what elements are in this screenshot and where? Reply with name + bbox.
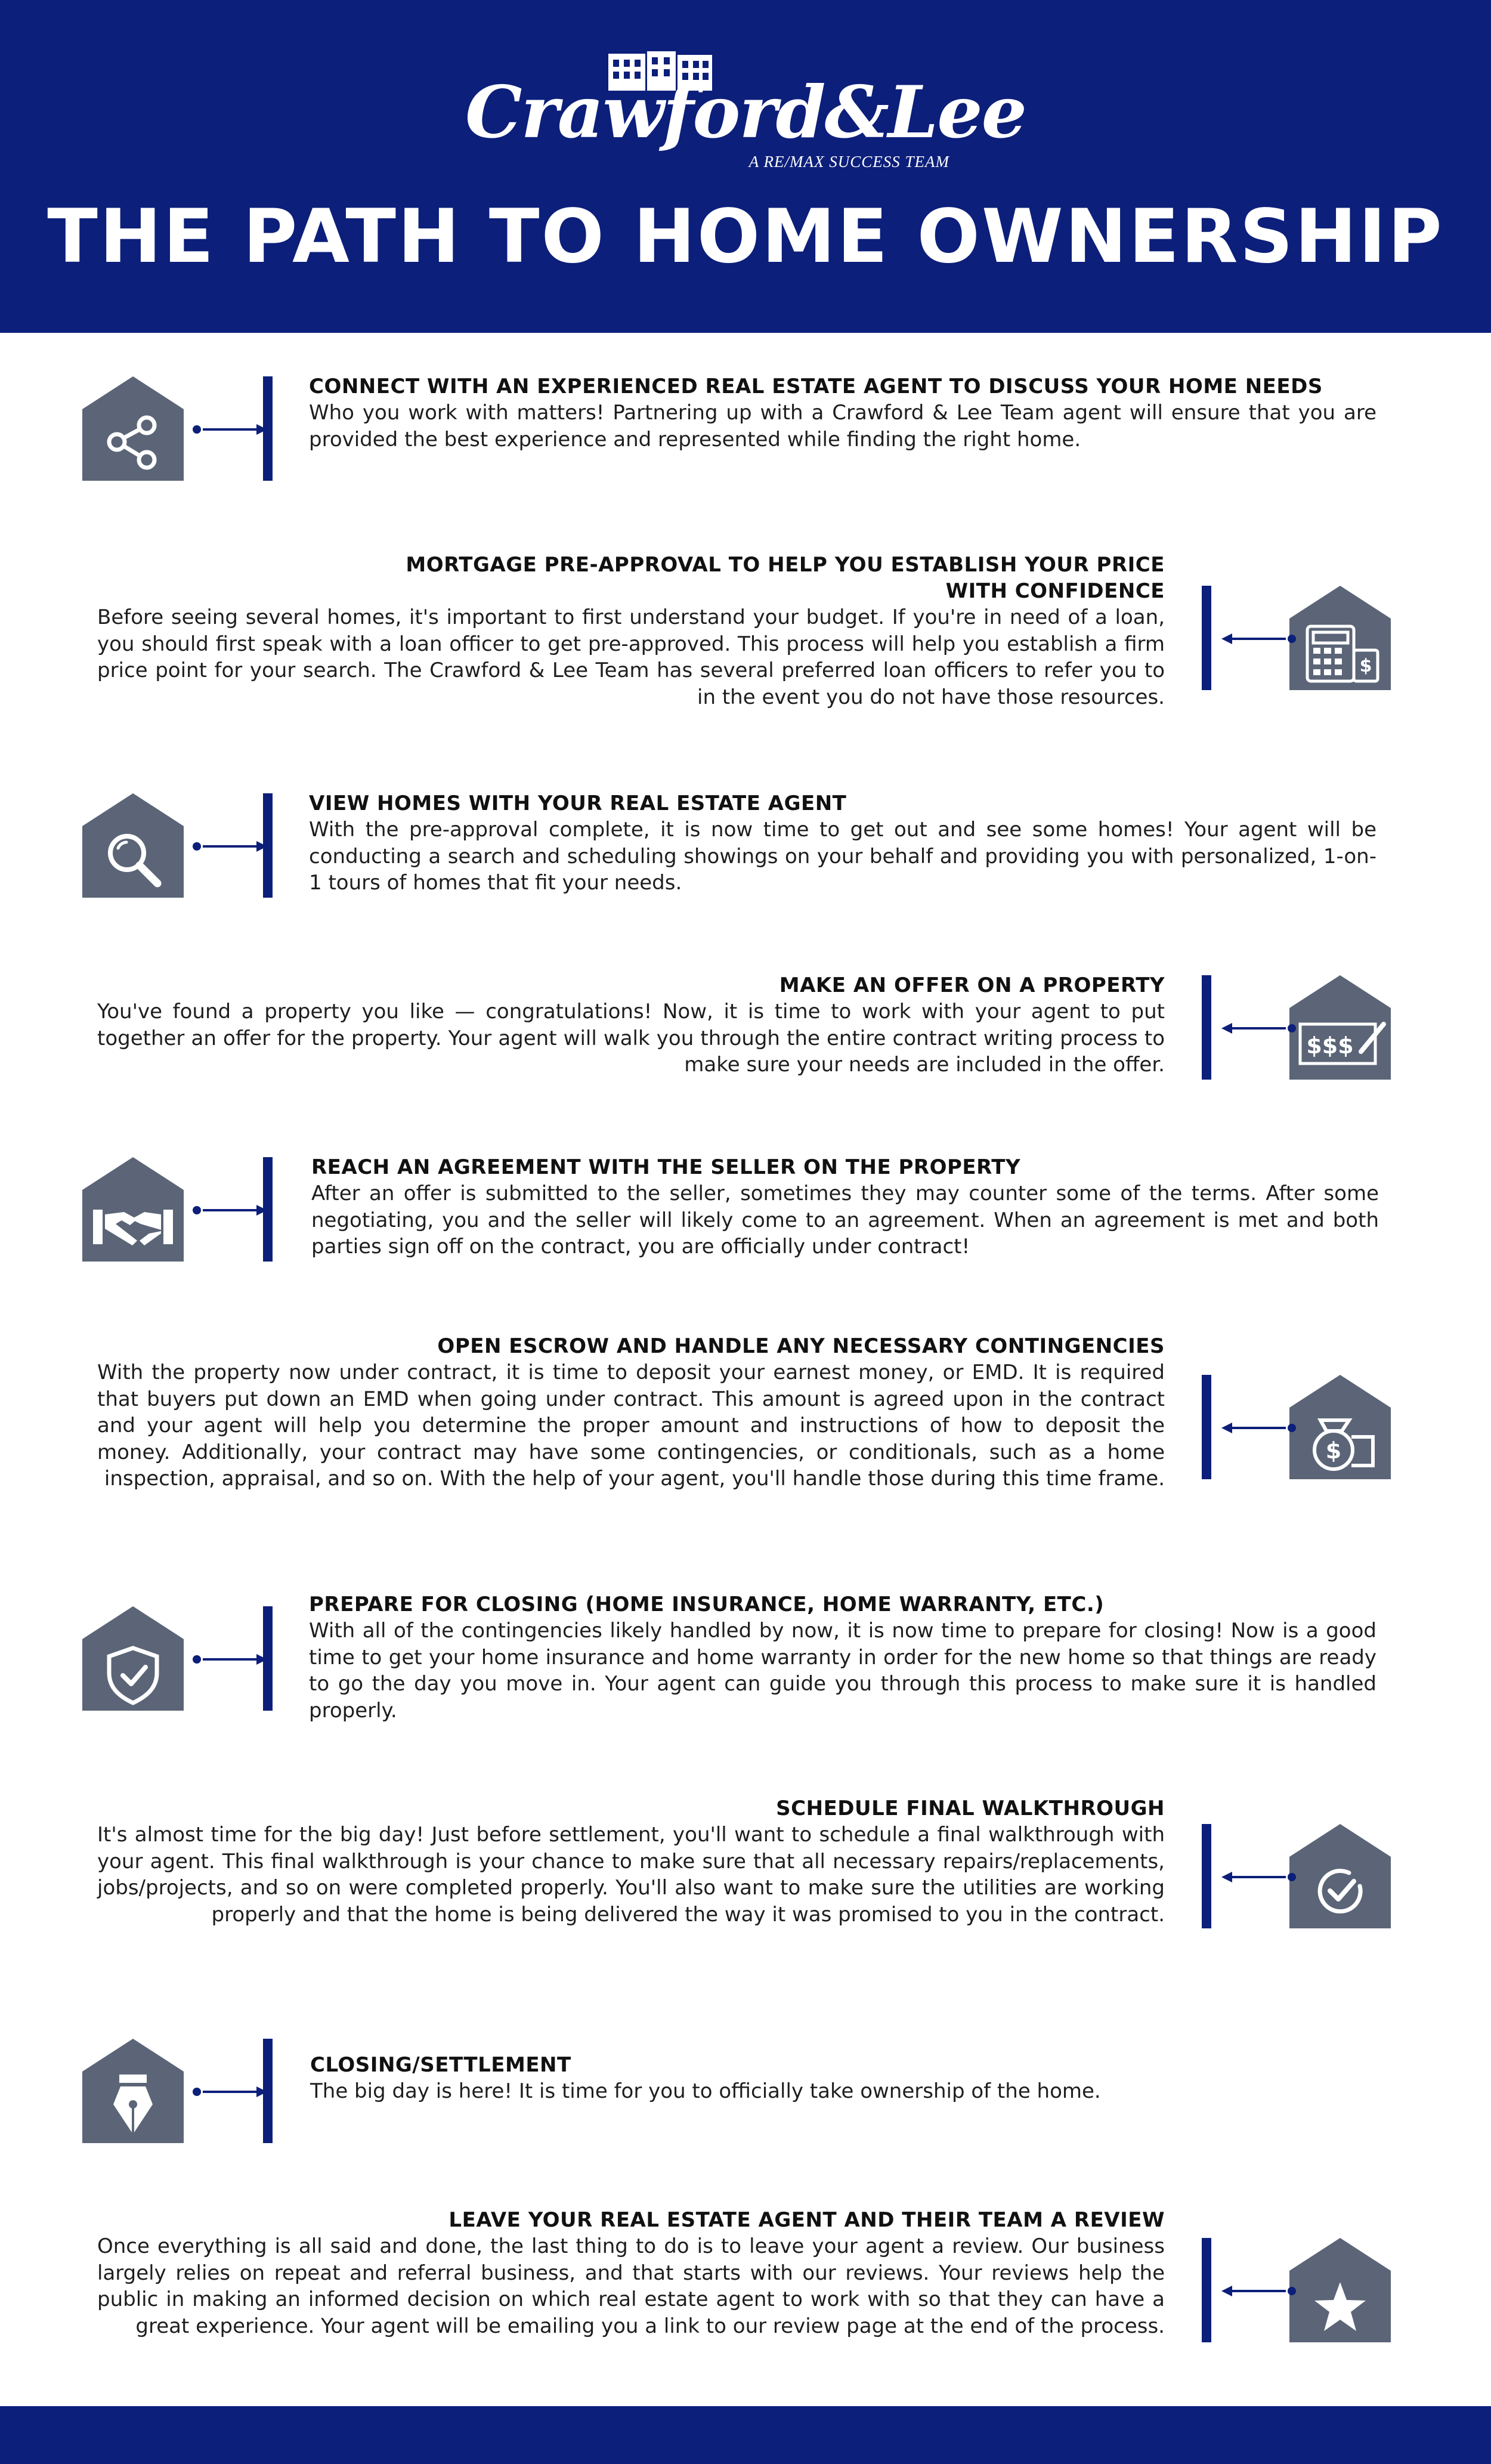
step-body: The big day is here! It is time for you to officially take ownership of the home.: [310, 2079, 1101, 2103]
step-body: You've found a property you like — congratulations! Now, it is time to work with your agent to put together an offer for the property. Your agent will walk you through the entire contract writing process to make sure your needs are included in the offer.: [97, 1000, 1165, 1077]
svg-text:$$$: $$$: [1306, 1032, 1354, 1059]
step-body: With all of the contingencies likely handled by now, it is now time to prepare for closing! Now is a good time to get your home insurance and home warranty in order for the new home so that things are ready to go the day you move in. Your agent can guide you through this process to make sure it is handled properly.: [309, 1619, 1376, 1723]
step-title: CONNECT WITH AN EXPERIENCED REAL ESTATE AGENT TO DISCUSS YOUR HOME NEEDS: [309, 375, 1323, 398]
brand-wordmark: Crawford&Lee: [465, 70, 1026, 154]
step-body: After an offer is submitted to the seller, sometimes they may counter some of the terms. After some negotiating, you and the seller will likely come to an agreement. When an agreement is met and both parties sign off on the contract, you are officially under contract!: [311, 1182, 1379, 1259]
money-bag-icon: [1289, 1375, 1391, 1479]
step-title: CLOSING/SETTLEMENT: [310, 2053, 571, 2077]
calculator-money-icon: [1289, 586, 1391, 690]
arrow-connector: [1215, 2282, 1299, 2300]
circle-check-icon: [1289, 1824, 1391, 1928]
arrow-connector: [1215, 1419, 1299, 1437]
step-divider: [263, 2039, 273, 2143]
step-title: REACH AN AGREEMENT WITH THE SELLER ON THE PROPERTY: [311, 1155, 1021, 1179]
arrow-connector: [190, 837, 273, 855]
step-divider: [1202, 1824, 1211, 1928]
arrow-connector: [190, 1201, 273, 1219]
step-divider: [263, 1606, 273, 1711]
step-divider: [1202, 586, 1211, 690]
step-divider: [1202, 2238, 1211, 2342]
star-icon: [1289, 2238, 1391, 2342]
step-title: PREPARE FOR CLOSING (HOME INSURANCE, HOME WARRANTY, ETC.): [309, 1593, 1105, 1616]
step-divider: [263, 376, 273, 481]
arrow-connector: [1215, 1868, 1299, 1886]
shield-check-icon: [82, 1606, 184, 1711]
share-icon: [82, 376, 184, 481]
step-title: LEAVE YOUR REAL ESTATE AGENT AND THEIR TEAM A REVIEW: [448, 2208, 1165, 2232]
footer-band: [0, 2406, 1491, 2464]
svg-text:$: $: [1325, 1437, 1342, 1464]
step-body: With the pre-approval complete, it is now time to get out and see some homes! Your agent will be conducting a search and scheduling showings on your behalf and providing you with personalized, 1-on-1 tours of homes that fit your needs.: [309, 818, 1376, 895]
arrow-connector: [190, 1650, 273, 1668]
step-title: VIEW HOMES WITH YOUR REAL ESTATE AGENT: [309, 792, 847, 815]
handshake-icon: [82, 1157, 184, 1262]
magnifier-icon: [82, 793, 184, 898]
step-body: Before seeing several homes, it's important to first understand your budget. If you're in need of a loan, you should first speak with a loan officer to get pre-approved. This process will help you establish a firm price point for your search. The Crawford & Lee Team has several preferred loan officers to refer you to in the event you do not have those resources.: [97, 605, 1165, 709]
svg-text:$: $: [1359, 656, 1372, 676]
arrow-connector: [190, 2083, 273, 2101]
arrow-connector: [190, 421, 273, 438]
brand-tagline: A RE/MAX SUCCESS TEAM: [748, 153, 949, 171]
step-title: SCHEDULE FINAL WALKTHROUGH: [776, 1797, 1165, 1820]
check-pen-icon: [1289, 975, 1391, 1080]
step-divider: [263, 1157, 273, 1262]
page-title: THE PATH TO HOME OWNERSHIP: [47, 194, 1444, 280]
arrow-connector: [1215, 1019, 1299, 1037]
step-divider: [1202, 1375, 1211, 1479]
step-body: It's almost time for the big day! Just before settlement, you'll want to schedule a final walkthrough with your agent. This final walkthrough is your chance to make sure that all necessary repairs/replacements, jobs/projects, and so on were completed properly. You'll also want to make sure the utilities are working properly and that the home is being delivered the way it was promised to you in the contract.: [97, 1823, 1165, 1927]
step-title: OPEN ESCROW AND HANDLE ANY NECESSARY CONTINGENCIES: [437, 1334, 1165, 1358]
step-body: Once everything is all said and done, the last thing to do is to leave your agent a review. Our business largely relies on repeat and referral business, and that starts with our reviews. Your reviews help the public in making an informed decision on which real estate agent to work with so that they can have a great experience. Your agent will be emailing you a link to our review page at the end of the process.: [97, 2234, 1165, 2338]
step-body: Who you work with matters! Partnering up with a Crawford & Lee Team agent will ensure that you are provided the best experience and represented while finding the right home.: [309, 401, 1376, 452]
header-banner: [0, 0, 1491, 333]
step-body: With the property now under contract, it is time to deposit your earnest money, or EMD. It is required that buyers put down an EMD when going under contract. This amount is agreed upon in the contract and your agent will help you determine the proper amount and instructions of how to deposit the money. Additionally, your contract may have some contingencies, or conditionals, such as a home inspection, appraisal, and so on. With the help of your agent, you'll handle those during this time frame.: [97, 1361, 1165, 1491]
arrow-connector: [1215, 630, 1299, 648]
step-divider: [1202, 975, 1211, 1080]
step-title: MAKE AN OFFER ON A PROPERTY: [779, 973, 1165, 997]
step-divider: [263, 793, 273, 898]
fountain-pen-icon: [82, 2039, 184, 2143]
step-title: MORTGAGE PRE-APPROVAL TO HELP YOU ESTABLISH YOUR PRICE WITH CONFIDENCE: [406, 553, 1165, 603]
